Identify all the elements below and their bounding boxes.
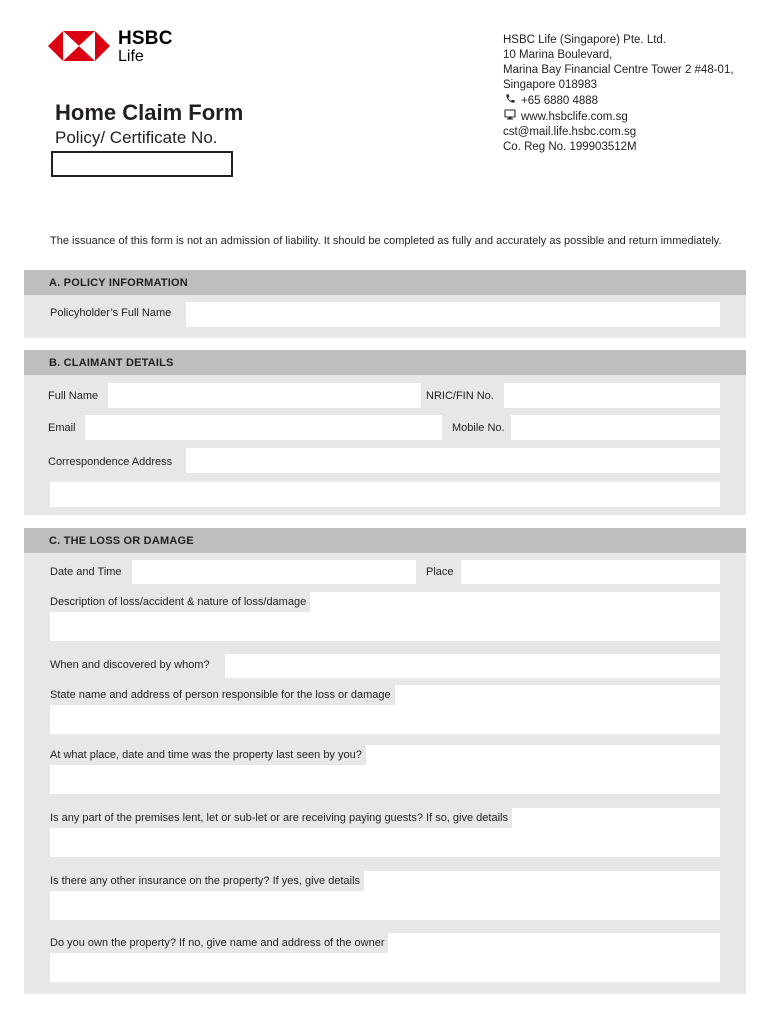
- place-field[interactable]: [461, 560, 720, 584]
- monitor-icon: [503, 109, 517, 125]
- form-title: Home Claim Form: [55, 100, 244, 125]
- section-a-header: A. POLICY INFORMATION: [24, 270, 746, 295]
- discovered-field[interactable]: [225, 654, 720, 678]
- premises-lent-label: Is any part of the premises lent, let or sub-let or are receiving paying guests? If so, give details: [50, 808, 512, 828]
- policy-number-label: Policy/ Certificate No.: [55, 128, 218, 147]
- date-time-label: Date and Time: [50, 566, 122, 578]
- hsbc-hexagon-icon: [48, 29, 110, 63]
- section-loss-or-damage: [24, 528, 746, 994]
- own-property-label: Do you own the property? If no, give name and address of the owner: [50, 933, 388, 953]
- company-phone: +65 6880 4888: [521, 95, 599, 107]
- company-email[interactable]: cst@mail.life.hsbc.com.sg: [503, 126, 637, 138]
- section-policy-information: [24, 270, 746, 338]
- policy-number-field[interactable]: [51, 151, 233, 177]
- company-phone-row: [503, 93, 734, 109]
- address-label: Correspondence Address: [48, 456, 173, 468]
- intro-text: The issuance of this form is not an admission of liability. It should be completed as fully and accurately as possible and return immediately.: [50, 235, 722, 247]
- email-field[interactable]: [85, 415, 442, 440]
- company-reg-no: Co. Reg No. 199903512M: [503, 141, 637, 153]
- discovered-label: When and discovered by whom?: [50, 659, 210, 671]
- company-address-line-3: Singapore 018983: [503, 79, 597, 91]
- other-insurance-label: Is there any other insurance on the property? If yes, give details: [50, 871, 364, 891]
- email-label: Email: [48, 422, 76, 434]
- place-label: Place: [426, 566, 454, 578]
- company-address-line-2: Marina Bay Financial Centre Tower 2 #48-01,: [503, 64, 734, 76]
- company-web-row: [503, 109, 734, 125]
- policyholder-name-label: Policyholder’s Full Name: [50, 307, 172, 319]
- nric-field[interactable]: [504, 383, 720, 408]
- company-website[interactable]: www.hsbclife.com.sg: [521, 111, 628, 123]
- section-b-header: B. CLAIMANT DETAILS: [24, 350, 746, 375]
- full-name-label: Full Name: [48, 390, 99, 402]
- mobile-label: Mobile No.: [452, 422, 505, 434]
- nric-label: NRIC/FIN No.: [426, 390, 494, 402]
- mobile-field[interactable]: [511, 415, 720, 440]
- brand-name: HSBC: [118, 28, 173, 49]
- company-info: [503, 33, 734, 155]
- last-seen-label: At what place, date and time was the property last seen by you?: [50, 745, 366, 765]
- section-c-header: C. THE LOSS OR DAMAGE: [24, 528, 746, 553]
- section-claimant-details: [24, 350, 746, 515]
- brand-sub: Life: [118, 48, 144, 65]
- phone-icon: [503, 93, 517, 109]
- responsible-party-label: State name and address of person responsible for the loss or damage: [50, 685, 395, 705]
- description-label: Description of loss/accident & nature of loss/damage: [50, 592, 310, 612]
- policyholder-name-field[interactable]: [186, 302, 720, 327]
- date-time-field[interactable]: [132, 560, 416, 584]
- company-address-line-1: 10 Marina Boulevard,: [503, 49, 613, 61]
- address-field-line-2[interactable]: [50, 482, 720, 507]
- full-name-field[interactable]: [108, 383, 421, 408]
- company-name: HSBC Life (Singapore) Pte. Ltd.: [503, 34, 666, 46]
- address-field-line-1[interactable]: [186, 448, 720, 473]
